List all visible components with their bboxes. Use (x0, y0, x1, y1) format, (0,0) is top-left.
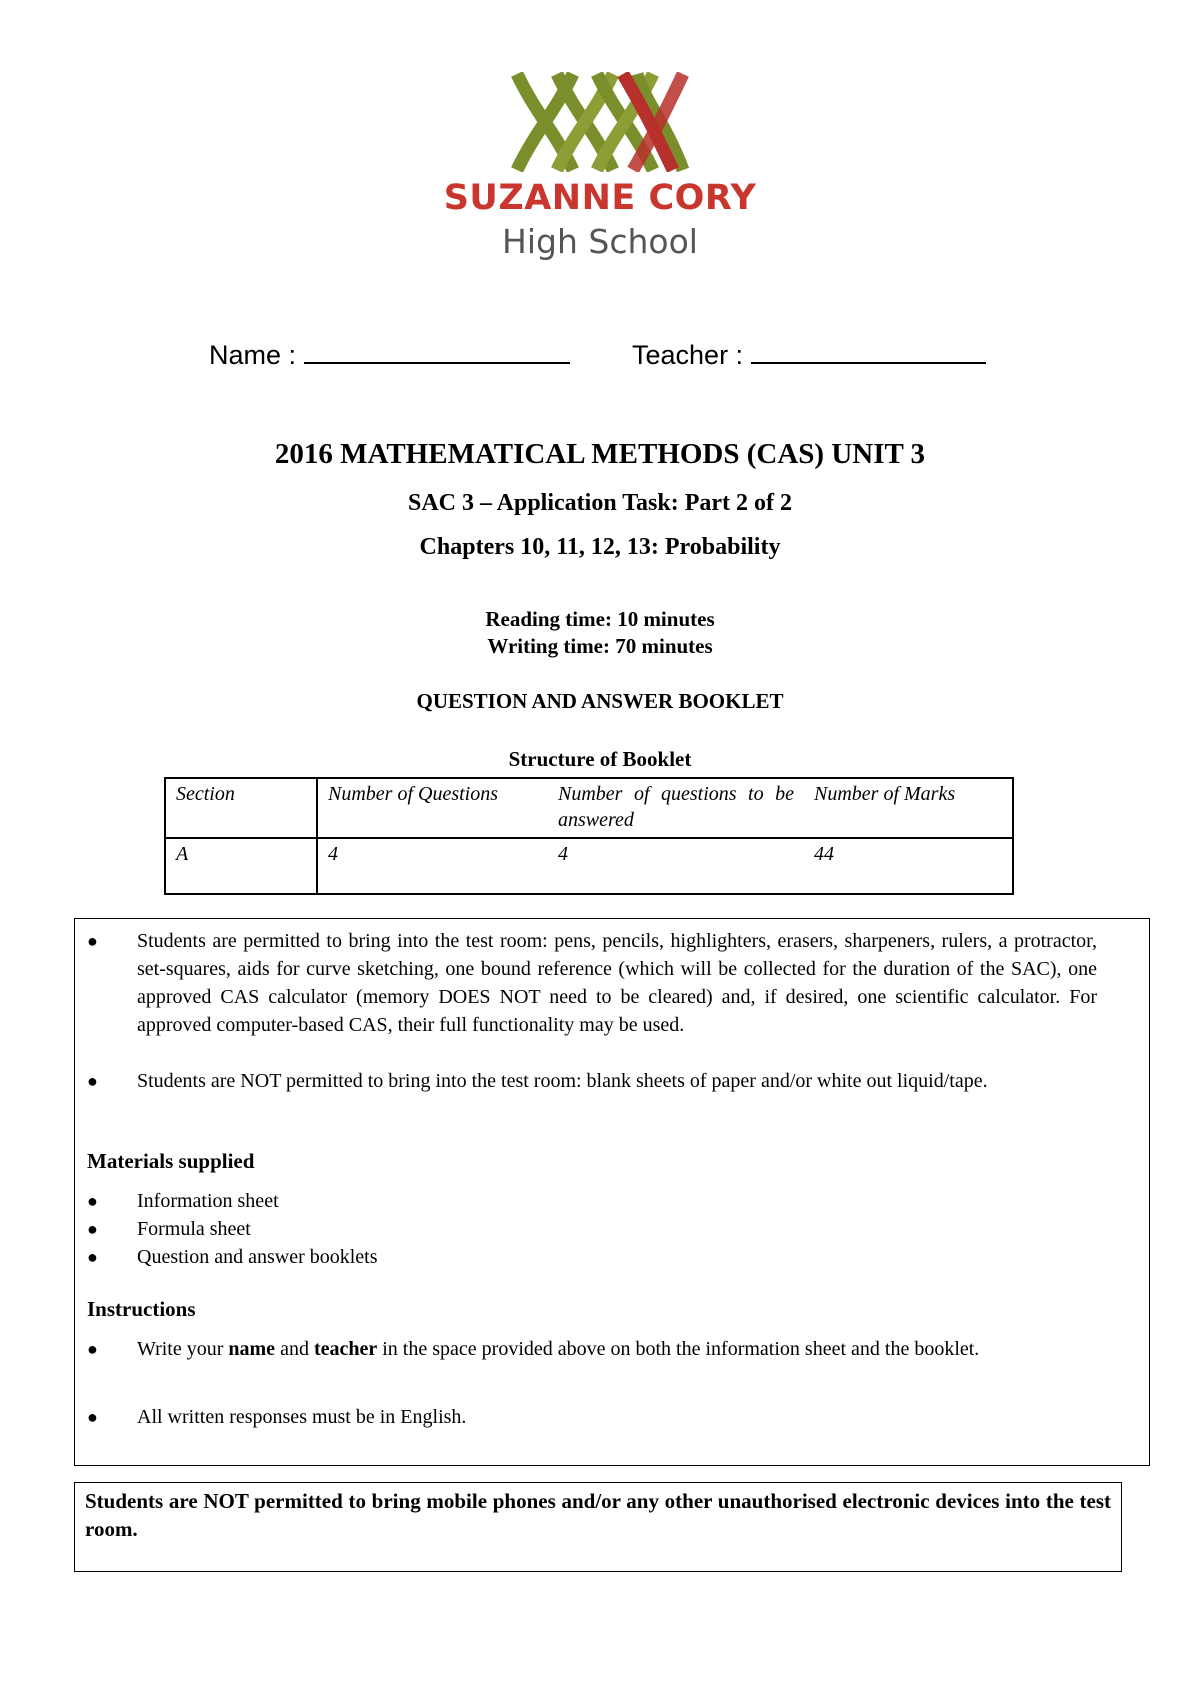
list-item-text: Information sheet (137, 1190, 279, 1212)
table-header-cell: Section (165, 778, 317, 838)
teacher-blank-line[interactable] (751, 338, 986, 364)
list-item (87, 1215, 251, 1243)
school-subtitle: High School (502, 222, 698, 261)
booklet-label: QUESTION AND ANSWER BOOKLET (416, 689, 784, 713)
list-item (87, 1187, 279, 1215)
bullet-icon: ● (87, 931, 98, 951)
list-item (87, 1243, 378, 1271)
bullet-icon: ● (87, 1191, 98, 1211)
teacher-field[interactable] (632, 338, 986, 371)
bullet-icon: ● (87, 1407, 98, 1427)
name-blank-line[interactable] (304, 338, 570, 364)
write-teacher-emphasis: teacher (313, 1338, 378, 1360)
write-pre-text: Write your (137, 1338, 229, 1360)
structure-table (164, 777, 1014, 895)
table-cell: 4 (317, 838, 548, 894)
instructions-heading: Instructions (87, 1297, 196, 1321)
table-header-cell: Number of questions to be answered (548, 778, 804, 838)
bullet-icon: ● (87, 1339, 98, 1359)
school-name: SUZANNE CORY (443, 178, 757, 218)
bullet-icon: ● (87, 1247, 98, 1267)
exam-title: 2016 MATHEMATICAL METHODS (CAS) UNIT 3 (274, 438, 926, 470)
permitted-text: Students are permitted to bring into the test room: pens, pencils, highlighters, erasers, sharpeners, rulers, a protractor, set-squares, aids for curve sketching, one bound reference (which will be collected for the duration of the SAC), one approved CAS calculator (memory DOES NOT need to be cleared) and, if desired, one scientific calculator. For approved computer-based CAS, their full functionality may be used. (137, 930, 1097, 1036)
materials-heading: Materials supplied (87, 1149, 255, 1173)
list-item-text: Question and answer booklets (137, 1246, 378, 1268)
table-cell: 44 (804, 838, 1013, 894)
exam-subtitle: SAC 3 – Application Task: Part 2 of 2 (407, 490, 793, 516)
write-instruction (87, 1335, 1097, 1363)
name-label: Name : (209, 340, 297, 370)
writing-time: Writing time: 70 minutes (487, 634, 713, 658)
school-logo (0, 72, 1200, 262)
table-header-cell: Number of Questions (317, 778, 548, 838)
table-cell: 4 (548, 838, 804, 894)
exam-chapters: Chapters 10, 11, 12, 13: Probability (419, 534, 781, 560)
teacher-label: Teacher : (632, 340, 744, 370)
table-header-cell: Number of Marks (804, 778, 1013, 838)
school-logo-mark-icon (505, 72, 695, 172)
table-cell: A (165, 838, 317, 894)
english-text: All written responses must be in English. (137, 1406, 467, 1428)
table-row (165, 838, 1013, 894)
list-item-text: Formula sheet (137, 1218, 251, 1240)
instructions-box (74, 918, 1150, 1466)
write-name-emphasis: name (228, 1338, 276, 1360)
english-instruction (87, 1403, 466, 1431)
permitted-bullet (87, 927, 1097, 1039)
bullet-icon: ● (87, 1071, 98, 1091)
not-permitted-bullet (87, 1067, 1097, 1095)
write-mid-text: and (275, 1338, 314, 1360)
reading-time: Reading time: 10 minutes (485, 607, 715, 631)
table-header-row (165, 778, 1013, 838)
bullet-icon: ● (87, 1219, 98, 1239)
structure-label: Structure of Booklet (508, 747, 692, 771)
name-field[interactable] (209, 338, 570, 371)
write-post-text: in the space provided above on both the information sheet and the booklet. (377, 1338, 980, 1360)
devices-warning: Students are NOT permitted to bring mobile phones and/or any other unauthorised electronic devices into the test room. (74, 1482, 1122, 1572)
not-permitted-text: Students are NOT permitted to bring into the test room: blank sheets of paper and/or white out liquid/tape. (137, 1070, 988, 1092)
